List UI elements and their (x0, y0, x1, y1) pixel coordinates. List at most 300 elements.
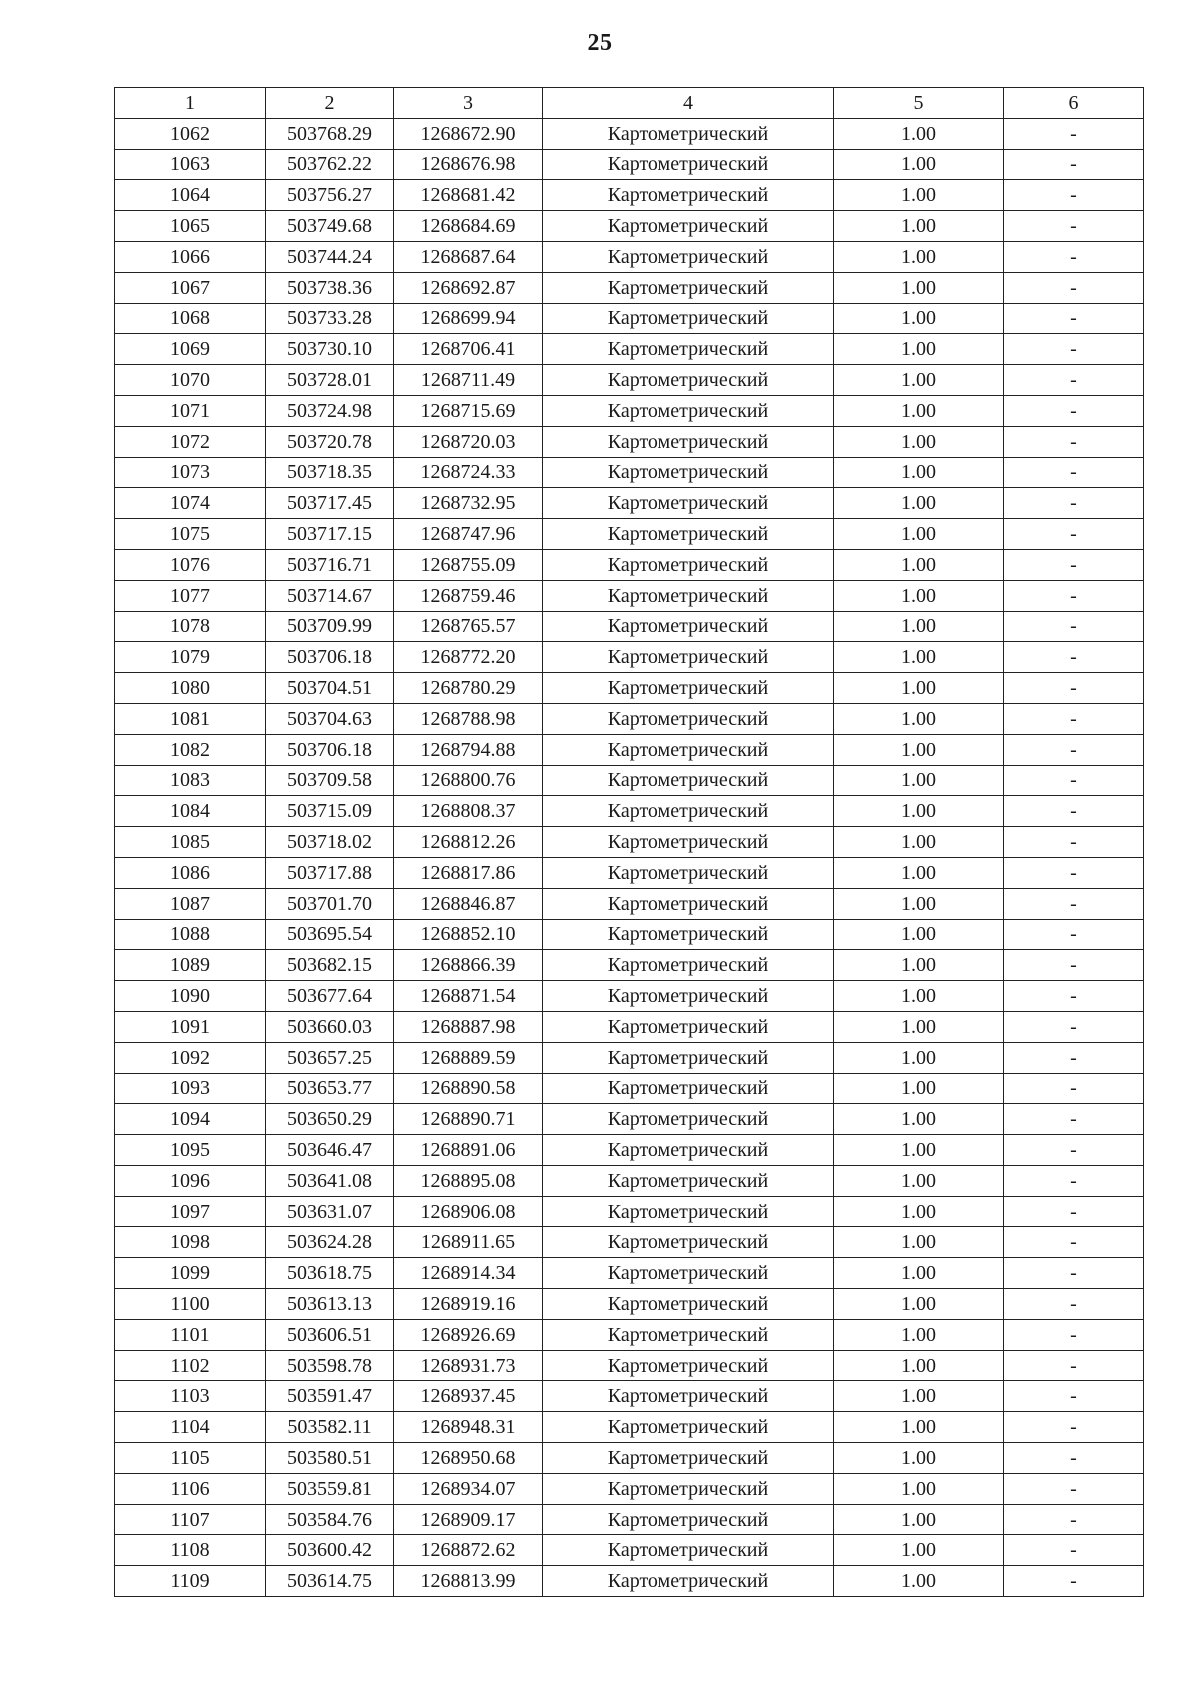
y-coordinate-cell: 1268909.17 (394, 1504, 543, 1535)
accuracy-cell: 1.00 (834, 118, 1004, 149)
method-cell: Картометрический (543, 1535, 834, 1566)
x-coordinate-cell: 503706.18 (266, 642, 394, 673)
point-number-cell: 1079 (115, 642, 266, 673)
accuracy-cell: 1.00 (834, 180, 1004, 211)
method-cell: Картометрический (543, 211, 834, 242)
note-cell: - (1004, 211, 1144, 242)
accuracy-cell: 1.00 (834, 241, 1004, 272)
method-cell: Картометрический (543, 1135, 834, 1166)
x-coordinate-cell: 503613.13 (266, 1289, 394, 1320)
method-cell: Картометрический (543, 519, 834, 550)
y-coordinate-cell: 1268676.98 (394, 149, 543, 180)
table-row (115, 796, 1144, 827)
note-cell: - (1004, 919, 1144, 950)
point-number-cell: 1105 (115, 1443, 266, 1474)
point-number-cell: 1069 (115, 334, 266, 365)
x-coordinate-cell: 503695.54 (266, 919, 394, 950)
x-coordinate-cell: 503606.51 (266, 1319, 394, 1350)
x-coordinate-cell: 503701.70 (266, 888, 394, 919)
y-coordinate-cell: 1268906.08 (394, 1196, 543, 1227)
table-row (115, 1412, 1144, 1443)
table-row (115, 827, 1144, 858)
y-coordinate-cell: 1268866.39 (394, 950, 543, 981)
accuracy-cell: 1.00 (834, 211, 1004, 242)
x-coordinate-cell: 503614.75 (266, 1566, 394, 1597)
y-coordinate-cell: 1268948.31 (394, 1412, 543, 1443)
method-cell: Картометрический (543, 611, 834, 642)
note-cell: - (1004, 549, 1144, 580)
table-row (115, 1011, 1144, 1042)
x-coordinate-cell: 503653.77 (266, 1073, 394, 1104)
y-coordinate-cell: 1268887.98 (394, 1011, 543, 1042)
note-cell: - (1004, 888, 1144, 919)
column-header: 4 (543, 88, 834, 119)
point-number-cell: 1073 (115, 457, 266, 488)
accuracy-cell: 1.00 (834, 580, 1004, 611)
y-coordinate-cell: 1268794.88 (394, 734, 543, 765)
table-row (115, 395, 1144, 426)
y-coordinate-cell: 1268934.07 (394, 1473, 543, 1504)
accuracy-cell: 1.00 (834, 796, 1004, 827)
table-row (115, 303, 1144, 334)
x-coordinate-cell: 503716.71 (266, 549, 394, 580)
accuracy-cell: 1.00 (834, 1258, 1004, 1289)
y-coordinate-cell: 1268684.69 (394, 211, 543, 242)
point-number-cell: 1100 (115, 1289, 266, 1320)
table-row (115, 1289, 1144, 1320)
accuracy-cell: 1.00 (834, 519, 1004, 550)
x-coordinate-cell: 503682.15 (266, 950, 394, 981)
y-coordinate-cell: 1268780.29 (394, 673, 543, 704)
method-cell: Картометрический (543, 796, 834, 827)
note-cell: - (1004, 950, 1144, 981)
method-cell: Картометрический (543, 1165, 834, 1196)
accuracy-cell: 1.00 (834, 1319, 1004, 1350)
method-cell: Картометрический (543, 1227, 834, 1258)
method-cell: Картометрический (543, 334, 834, 365)
note-cell: - (1004, 1165, 1144, 1196)
method-cell: Картометрический (543, 457, 834, 488)
note-cell: - (1004, 1473, 1144, 1504)
table-header-row (115, 88, 1144, 119)
method-cell: Картометрический (543, 549, 834, 580)
point-number-cell: 1074 (115, 488, 266, 519)
y-coordinate-cell: 1268950.68 (394, 1443, 543, 1474)
method-cell: Картометрический (543, 950, 834, 981)
method-cell: Картометрический (543, 272, 834, 303)
method-cell: Картометрический (543, 118, 834, 149)
point-number-cell: 1099 (115, 1258, 266, 1289)
table-row (115, 211, 1144, 242)
accuracy-cell: 1.00 (834, 734, 1004, 765)
note-cell: - (1004, 765, 1144, 796)
y-coordinate-cell: 1268747.96 (394, 519, 543, 550)
y-coordinate-cell: 1268911.65 (394, 1227, 543, 1258)
x-coordinate-cell: 503728.01 (266, 365, 394, 396)
note-cell: - (1004, 642, 1144, 673)
method-cell: Картометрический (543, 1412, 834, 1443)
y-coordinate-cell: 1268800.76 (394, 765, 543, 796)
note-cell: - (1004, 1381, 1144, 1412)
method-cell: Картометрический (543, 426, 834, 457)
x-coordinate-cell: 503724.98 (266, 395, 394, 426)
y-coordinate-cell: 1268931.73 (394, 1350, 543, 1381)
y-coordinate-cell: 1268732.95 (394, 488, 543, 519)
table-row (115, 426, 1144, 457)
accuracy-cell: 1.00 (834, 1135, 1004, 1166)
point-number-cell: 1063 (115, 149, 266, 180)
method-cell: Картометрический (543, 365, 834, 396)
x-coordinate-cell: 503718.35 (266, 457, 394, 488)
point-number-cell: 1081 (115, 703, 266, 734)
method-cell: Картометрический (543, 1350, 834, 1381)
point-number-cell: 1101 (115, 1319, 266, 1350)
y-coordinate-cell: 1268772.20 (394, 642, 543, 673)
point-number-cell: 1086 (115, 857, 266, 888)
accuracy-cell: 1.00 (834, 365, 1004, 396)
y-coordinate-cell: 1268706.41 (394, 334, 543, 365)
point-number-cell: 1095 (115, 1135, 266, 1166)
point-number-cell: 1064 (115, 180, 266, 211)
note-cell: - (1004, 1227, 1144, 1258)
point-number-cell: 1087 (115, 888, 266, 919)
accuracy-cell: 1.00 (834, 1381, 1004, 1412)
method-cell: Картометрический (543, 1104, 834, 1135)
note-cell: - (1004, 1196, 1144, 1227)
table-row (115, 1350, 1144, 1381)
note-cell: - (1004, 857, 1144, 888)
accuracy-cell: 1.00 (834, 981, 1004, 1012)
point-number-cell: 1067 (115, 272, 266, 303)
table-row (115, 1104, 1144, 1135)
note-cell: - (1004, 580, 1144, 611)
y-coordinate-cell: 1268852.10 (394, 919, 543, 950)
note-cell: - (1004, 1443, 1144, 1474)
table-row (115, 1165, 1144, 1196)
point-number-cell: 1072 (115, 426, 266, 457)
accuracy-cell: 1.00 (834, 334, 1004, 365)
note-cell: - (1004, 1535, 1144, 1566)
accuracy-cell: 1.00 (834, 827, 1004, 858)
note-cell: - (1004, 426, 1144, 457)
table-row (115, 272, 1144, 303)
table-row (115, 488, 1144, 519)
accuracy-cell: 1.00 (834, 1566, 1004, 1597)
point-number-cell: 1076 (115, 549, 266, 580)
note-cell: - (1004, 1011, 1144, 1042)
table-row (115, 1381, 1144, 1412)
table-row (115, 1504, 1144, 1535)
accuracy-cell: 1.00 (834, 1073, 1004, 1104)
y-coordinate-cell: 1268890.58 (394, 1073, 543, 1104)
accuracy-cell: 1.00 (834, 1412, 1004, 1443)
accuracy-cell: 1.00 (834, 673, 1004, 704)
method-cell: Картометрический (543, 488, 834, 519)
accuracy-cell: 1.00 (834, 1042, 1004, 1073)
table-row (115, 1473, 1144, 1504)
y-coordinate-cell: 1268681.42 (394, 180, 543, 211)
point-number-cell: 1075 (115, 519, 266, 550)
x-coordinate-cell: 503624.28 (266, 1227, 394, 1258)
table-row (115, 180, 1144, 211)
note-cell: - (1004, 1319, 1144, 1350)
table-row (115, 1443, 1144, 1474)
accuracy-cell: 1.00 (834, 1473, 1004, 1504)
method-cell: Картометрический (543, 857, 834, 888)
table-row (115, 1135, 1144, 1166)
method-cell: Картометрический (543, 1289, 834, 1320)
y-coordinate-cell: 1268672.90 (394, 118, 543, 149)
x-coordinate-cell: 503582.11 (266, 1412, 394, 1443)
note-cell: - (1004, 981, 1144, 1012)
note-cell: - (1004, 703, 1144, 734)
note-cell: - (1004, 519, 1144, 550)
table-row (115, 1535, 1144, 1566)
point-number-cell: 1108 (115, 1535, 266, 1566)
y-coordinate-cell: 1268808.37 (394, 796, 543, 827)
x-coordinate-cell: 503756.27 (266, 180, 394, 211)
method-cell: Картометрический (543, 180, 834, 211)
table-row (115, 519, 1144, 550)
table-row (115, 950, 1144, 981)
accuracy-cell: 1.00 (834, 426, 1004, 457)
note-cell: - (1004, 611, 1144, 642)
note-cell: - (1004, 241, 1144, 272)
point-number-cell: 1103 (115, 1381, 266, 1412)
x-coordinate-cell: 503641.08 (266, 1165, 394, 1196)
table-row (115, 365, 1144, 396)
method-cell: Картометрический (543, 241, 834, 272)
y-coordinate-cell: 1268895.08 (394, 1165, 543, 1196)
table-row (115, 981, 1144, 1012)
point-number-cell: 1062 (115, 118, 266, 149)
note-cell: - (1004, 796, 1144, 827)
x-coordinate-cell: 503762.22 (266, 149, 394, 180)
x-coordinate-cell: 503717.88 (266, 857, 394, 888)
point-number-cell: 1092 (115, 1042, 266, 1073)
column-header: 3 (394, 88, 543, 119)
accuracy-cell: 1.00 (834, 1165, 1004, 1196)
note-cell: - (1004, 1350, 1144, 1381)
column-header: 1 (115, 88, 266, 119)
accuracy-cell: 1.00 (834, 149, 1004, 180)
x-coordinate-cell: 503738.36 (266, 272, 394, 303)
y-coordinate-cell: 1268813.99 (394, 1566, 543, 1597)
accuracy-cell: 1.00 (834, 549, 1004, 580)
x-coordinate-cell: 503709.58 (266, 765, 394, 796)
x-coordinate-cell: 503559.81 (266, 1473, 394, 1504)
note-cell: - (1004, 1135, 1144, 1166)
method-cell: Картометрический (543, 888, 834, 919)
table-row (115, 673, 1144, 704)
method-cell: Картометрический (543, 1011, 834, 1042)
note-cell: - (1004, 1104, 1144, 1135)
point-number-cell: 1104 (115, 1412, 266, 1443)
method-cell: Картометрический (543, 1473, 834, 1504)
table-row (115, 549, 1144, 580)
accuracy-cell: 1.00 (834, 272, 1004, 303)
accuracy-cell: 1.00 (834, 1196, 1004, 1227)
x-coordinate-cell: 503650.29 (266, 1104, 394, 1135)
page-number: 25 (587, 30, 613, 56)
column-header: 6 (1004, 88, 1144, 119)
method-cell: Картометрический (543, 919, 834, 950)
table-row (115, 857, 1144, 888)
table-row (115, 919, 1144, 950)
method-cell: Картометрический (543, 1258, 834, 1289)
column-header: 5 (834, 88, 1004, 119)
point-number-cell: 1078 (115, 611, 266, 642)
table-row (115, 241, 1144, 272)
note-cell: - (1004, 734, 1144, 765)
x-coordinate-cell: 503677.64 (266, 981, 394, 1012)
y-coordinate-cell: 1268687.64 (394, 241, 543, 272)
x-coordinate-cell: 503657.25 (266, 1042, 394, 1073)
accuracy-cell: 1.00 (834, 857, 1004, 888)
note-cell: - (1004, 673, 1144, 704)
y-coordinate-cell: 1268788.98 (394, 703, 543, 734)
x-coordinate-cell: 503709.99 (266, 611, 394, 642)
method-cell: Картометрический (543, 827, 834, 858)
method-cell: Картометрический (543, 1504, 834, 1535)
point-number-cell: 1089 (115, 950, 266, 981)
y-coordinate-cell: 1268715.69 (394, 395, 543, 426)
point-number-cell: 1094 (115, 1104, 266, 1135)
note-cell: - (1004, 272, 1144, 303)
y-coordinate-cell: 1268890.71 (394, 1104, 543, 1135)
x-coordinate-cell: 503591.47 (266, 1381, 394, 1412)
x-coordinate-cell: 503768.29 (266, 118, 394, 149)
point-number-cell: 1102 (115, 1350, 266, 1381)
accuracy-cell: 1.00 (834, 1227, 1004, 1258)
table-row (115, 1227, 1144, 1258)
x-coordinate-cell: 503584.76 (266, 1504, 394, 1535)
table-row (115, 334, 1144, 365)
table-body (115, 118, 1144, 1596)
method-cell: Картометрический (543, 703, 834, 734)
note-cell: - (1004, 365, 1144, 396)
x-coordinate-cell: 503660.03 (266, 1011, 394, 1042)
table-row (115, 1042, 1144, 1073)
method-cell: Картометрический (543, 149, 834, 180)
method-cell: Картометрический (543, 303, 834, 334)
point-number-cell: 1107 (115, 1504, 266, 1535)
point-number-cell: 1106 (115, 1473, 266, 1504)
x-coordinate-cell: 503598.78 (266, 1350, 394, 1381)
method-cell: Картометрический (543, 1443, 834, 1474)
y-coordinate-cell: 1268872.62 (394, 1535, 543, 1566)
accuracy-cell: 1.00 (834, 1443, 1004, 1474)
method-cell: Картометрический (543, 1319, 834, 1350)
accuracy-cell: 1.00 (834, 611, 1004, 642)
point-number-cell: 1090 (115, 981, 266, 1012)
table-row (115, 118, 1144, 149)
x-coordinate-cell: 503717.45 (266, 488, 394, 519)
accuracy-cell: 1.00 (834, 1350, 1004, 1381)
table-row (115, 149, 1144, 180)
x-coordinate-cell: 503733.28 (266, 303, 394, 334)
method-cell: Картометрический (543, 580, 834, 611)
point-number-cell: 1080 (115, 673, 266, 704)
y-coordinate-cell: 1268692.87 (394, 272, 543, 303)
accuracy-cell: 1.00 (834, 1104, 1004, 1135)
y-coordinate-cell: 1268871.54 (394, 981, 543, 1012)
y-coordinate-cell: 1268891.06 (394, 1135, 543, 1166)
x-coordinate-cell: 503749.68 (266, 211, 394, 242)
point-number-cell: 1091 (115, 1011, 266, 1042)
method-cell: Картометрический (543, 734, 834, 765)
y-coordinate-cell: 1268711.49 (394, 365, 543, 396)
x-coordinate-cell: 503714.67 (266, 580, 394, 611)
table-row (115, 1319, 1144, 1350)
method-cell: Картометрический (543, 981, 834, 1012)
y-coordinate-cell: 1268759.46 (394, 580, 543, 611)
x-coordinate-cell: 503704.63 (266, 703, 394, 734)
note-cell: - (1004, 1289, 1144, 1320)
note-cell: - (1004, 395, 1144, 426)
point-number-cell: 1070 (115, 365, 266, 396)
point-number-cell: 1084 (115, 796, 266, 827)
accuracy-cell: 1.00 (834, 642, 1004, 673)
y-coordinate-cell: 1268812.26 (394, 827, 543, 858)
point-number-cell: 1077 (115, 580, 266, 611)
y-coordinate-cell: 1268914.34 (394, 1258, 543, 1289)
method-cell: Картометрический (543, 1381, 834, 1412)
y-coordinate-cell: 1268937.45 (394, 1381, 543, 1412)
y-coordinate-cell: 1268846.87 (394, 888, 543, 919)
y-coordinate-cell: 1268699.94 (394, 303, 543, 334)
y-coordinate-cell: 1268755.09 (394, 549, 543, 580)
accuracy-cell: 1.00 (834, 888, 1004, 919)
y-coordinate-cell: 1268724.33 (394, 457, 543, 488)
table-row (115, 457, 1144, 488)
coordinates-table (114, 87, 1144, 1597)
x-coordinate-cell: 503730.10 (266, 334, 394, 365)
x-coordinate-cell: 503631.07 (266, 1196, 394, 1227)
x-coordinate-cell: 503580.51 (266, 1443, 394, 1474)
note-cell: - (1004, 1412, 1144, 1443)
accuracy-cell: 1.00 (834, 457, 1004, 488)
accuracy-cell: 1.00 (834, 488, 1004, 519)
accuracy-cell: 1.00 (834, 395, 1004, 426)
table-row (115, 765, 1144, 796)
table-row (115, 1566, 1144, 1597)
note-cell: - (1004, 827, 1144, 858)
note-cell: - (1004, 118, 1144, 149)
y-coordinate-cell: 1268817.86 (394, 857, 543, 888)
method-cell: Картометрический (543, 1196, 834, 1227)
accuracy-cell: 1.00 (834, 303, 1004, 334)
table-row (115, 1196, 1144, 1227)
y-coordinate-cell: 1268765.57 (394, 611, 543, 642)
point-number-cell: 1071 (115, 395, 266, 426)
x-coordinate-cell: 503704.51 (266, 673, 394, 704)
point-number-cell: 1097 (115, 1196, 266, 1227)
method-cell: Картометрический (543, 1042, 834, 1073)
x-coordinate-cell: 503600.42 (266, 1535, 394, 1566)
point-number-cell: 1066 (115, 241, 266, 272)
y-coordinate-cell: 1268720.03 (394, 426, 543, 457)
point-number-cell: 1085 (115, 827, 266, 858)
point-number-cell: 1098 (115, 1227, 266, 1258)
method-cell: Картометрический (543, 1566, 834, 1597)
method-cell: Картометрический (543, 673, 834, 704)
accuracy-cell: 1.00 (834, 1289, 1004, 1320)
x-coordinate-cell: 503715.09 (266, 796, 394, 827)
note-cell: - (1004, 457, 1144, 488)
point-number-cell: 1068 (115, 303, 266, 334)
note-cell: - (1004, 1042, 1144, 1073)
